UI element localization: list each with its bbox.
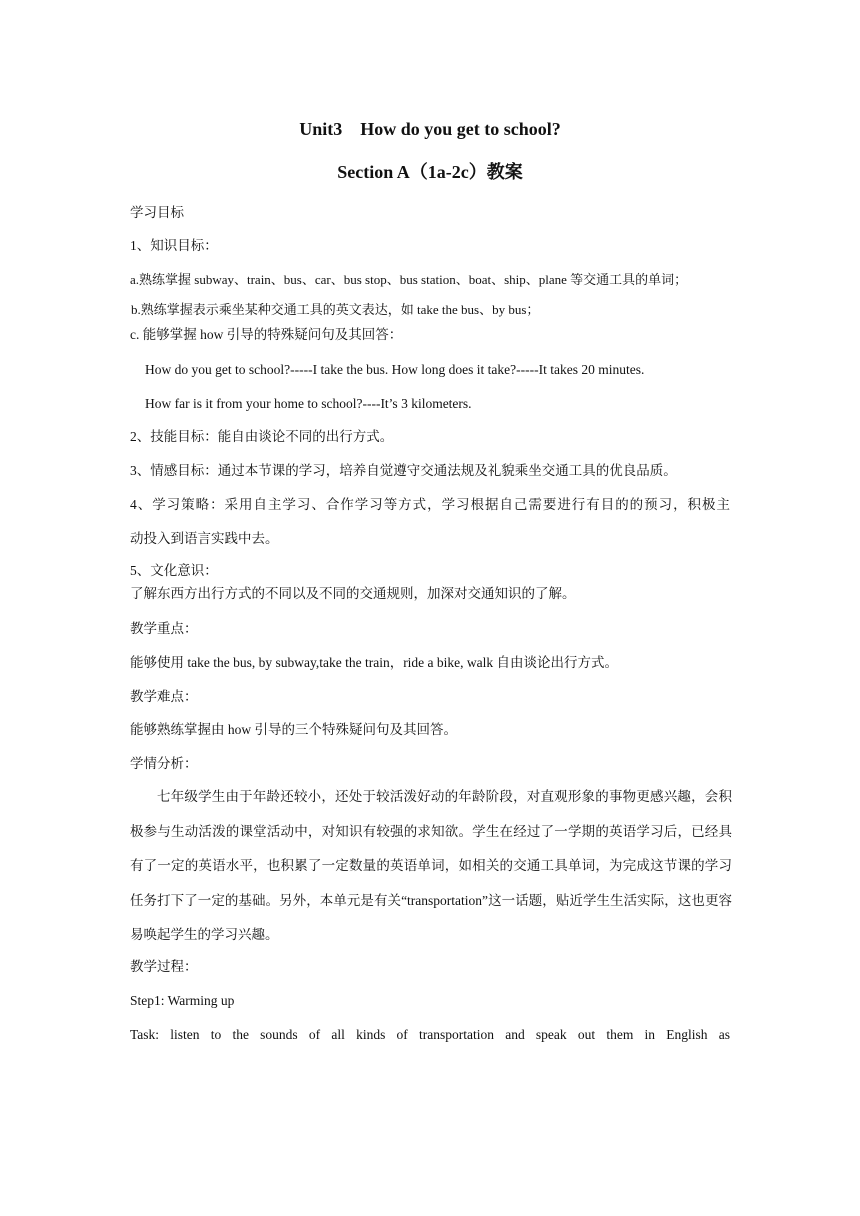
objective-1a: a.熟练掌握 subway、train、bus、car、bus stop、bus station、boat、ship、plane 等交通工具的单词； bbox=[130, 272, 688, 287]
step1-heading: Step1: Warming up bbox=[130, 993, 235, 1008]
objective-3: 3、情感目标：通过本节课的学习，培养自觉遵守交通法规及礼貌乘坐交通工具的优良品质。 bbox=[130, 463, 677, 478]
objective-5-heading: 5、文化意识： bbox=[130, 563, 218, 578]
objectives-heading: 学习目标 bbox=[130, 205, 184, 220]
objective-5-text: 了解东西方出行方式的不同以及不同的交通规则，加深对交通知识的了解。 bbox=[130, 586, 576, 601]
difficulties-text: 能够熟练掌握由 how 引导的三个特殊疑问句及其回答。 bbox=[130, 722, 457, 737]
key-points-text: 能够使用 take the bus, by subway,take the train，ride a bike, walk 自由谈论出行方式。 bbox=[130, 655, 619, 670]
example-line-1: How do you get to school?-----I take the bus. How long does it take?-----It takes 20 minutes. bbox=[145, 362, 645, 377]
key-points-heading: 教学重点： bbox=[130, 621, 198, 636]
document-title: Unit3 How do you get to school? bbox=[299, 119, 561, 139]
process-heading: 教学过程： bbox=[130, 959, 198, 974]
objective-1b: b.熟练掌握表示乘坐某种交通工具的英文表达，如 take the bus、by bus； bbox=[131, 302, 540, 317]
objective-4-line-2: 动投入到语言实践中去。 bbox=[130, 531, 279, 546]
task-text: Task: listen to the sounds of all kinds of transportation and speak out them in English as bbox=[130, 1027, 730, 1042]
objective-1-heading: 1、知识目标： bbox=[130, 238, 218, 253]
difficulties-heading: 教学难点： bbox=[130, 689, 198, 704]
objective-2: 2、技能目标：能自由谈论不同的出行方式。 bbox=[130, 429, 394, 444]
document-subtitle: Section A（1a-2c）教案 bbox=[337, 162, 523, 182]
example-line-2: How far is it from your home to school?----It’s 3 kilometers. bbox=[145, 396, 472, 411]
analysis-heading: 学情分析： bbox=[130, 756, 198, 771]
objective-1c: c. 能够掌握 how 引导的特殊疑问句及其回答： bbox=[130, 327, 403, 342]
analysis-paragraph: 七年级学生由于年龄还较小，还处于较活泼好动的年龄阶段，对直观形象的事物更感兴趣，会积极参与生动活泼的课堂活动中，对知识有较强的求知欲。学生在经过了一学期的英语学习后，已经具有了一定的英语水平，也积累了一定数量的英语单词，如相关的交通工具单词，为完成这节课的学习任务打下了一定的基础。另外，本单元是有关“transportation”这一话题，贴近学生生活实际，这也更容易唤起学生的学习兴趣。 bbox=[130, 789, 732, 942]
objective-4-line-1: 4、学习策略：采用自主学习、合作学习等方式，学习根据自己需要进行有目的的预习，积极主 bbox=[130, 497, 730, 512]
